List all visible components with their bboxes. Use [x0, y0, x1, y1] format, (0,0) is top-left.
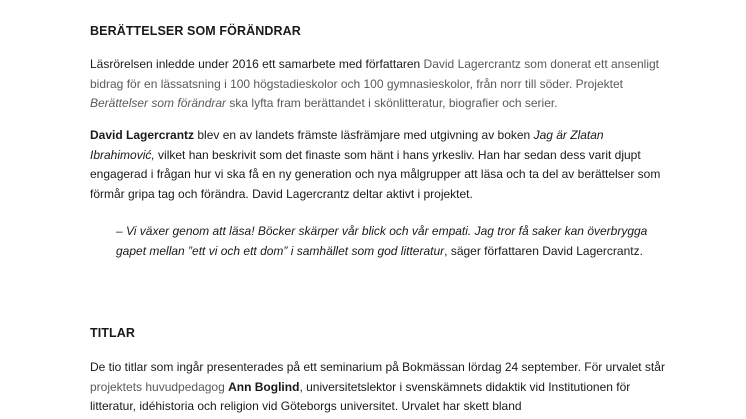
intro-text-d: ska lyfta fram berättandet i skönlitteratur, biografier och serier.: [226, 96, 558, 110]
intro-paragraph: [90, 55, 670, 114]
titles-text-b: projektets huvudpedagog: [90, 379, 229, 394]
author-name: David Lagercrantz: [90, 128, 195, 142]
intro-text-a: Läsrörelsen inledde under 2016 ett samarbete med författaren: [90, 57, 421, 71]
intro-text-b: David Lagercrantz som donerat ett ansenligt bidrag för en lässatsning i 100 högstadieskolor och 100 gymnasieskolor, från norr till söder. Projektet: [90, 57, 660, 91]
quote-text: – Vi växer genom att läsa! Böcker skärper vår blick och vår empati. Jag tror få saker kan överbrygga gapet mellan ”ett vi och ett dom” i samhället som god litteratur: [116, 224, 648, 258]
pedagogue-name: Ann Boglind: [228, 379, 300, 394]
section-heading-titlar: TITLAR: [90, 326, 136, 340]
titles-paragraph: [90, 358, 670, 417]
quote-attribution: , säger författaren David Lagercrantz.: [444, 243, 643, 258]
quote-paragraph: [116, 222, 666, 261]
titles-text-d: , universitetslektor i svenskämnets didaktik vid Institutionen för litteratur, idéhistoria och religion vid Göteborgs universitet. Urvalet har skett bland: [90, 379, 631, 413]
book-title: Jag är Zlatan Ibrahimović,: [90, 128, 604, 162]
lagercrantz-text-d: vilket han beskrivit som det finaste som hänt i hans yrkesliv. Han har sedan dess varit djupt engagerad i frågan hur vi ska få en ny generation och nya målgrupper att läsa och ta del av berättelser som förmår gripa tag och förändra. David Lagercrantz deltar aktivt i projektet.: [90, 147, 661, 201]
lagercrantz-paragraph: [90, 126, 670, 204]
lagercrantz-text-b: blev en av landets främste läsfrämjare med utgivning av boken: [194, 128, 534, 142]
project-title: Berättelser som förändrar: [90, 96, 227, 110]
titles-text-a: De tio titlar som ingår presenterades på ett seminarium på Bokmässan lördag 24 september. För urvalet står: [90, 360, 665, 374]
section-heading-berattelser: BERÄTTELSER SOM FÖRÄNDRAR: [90, 24, 301, 38]
